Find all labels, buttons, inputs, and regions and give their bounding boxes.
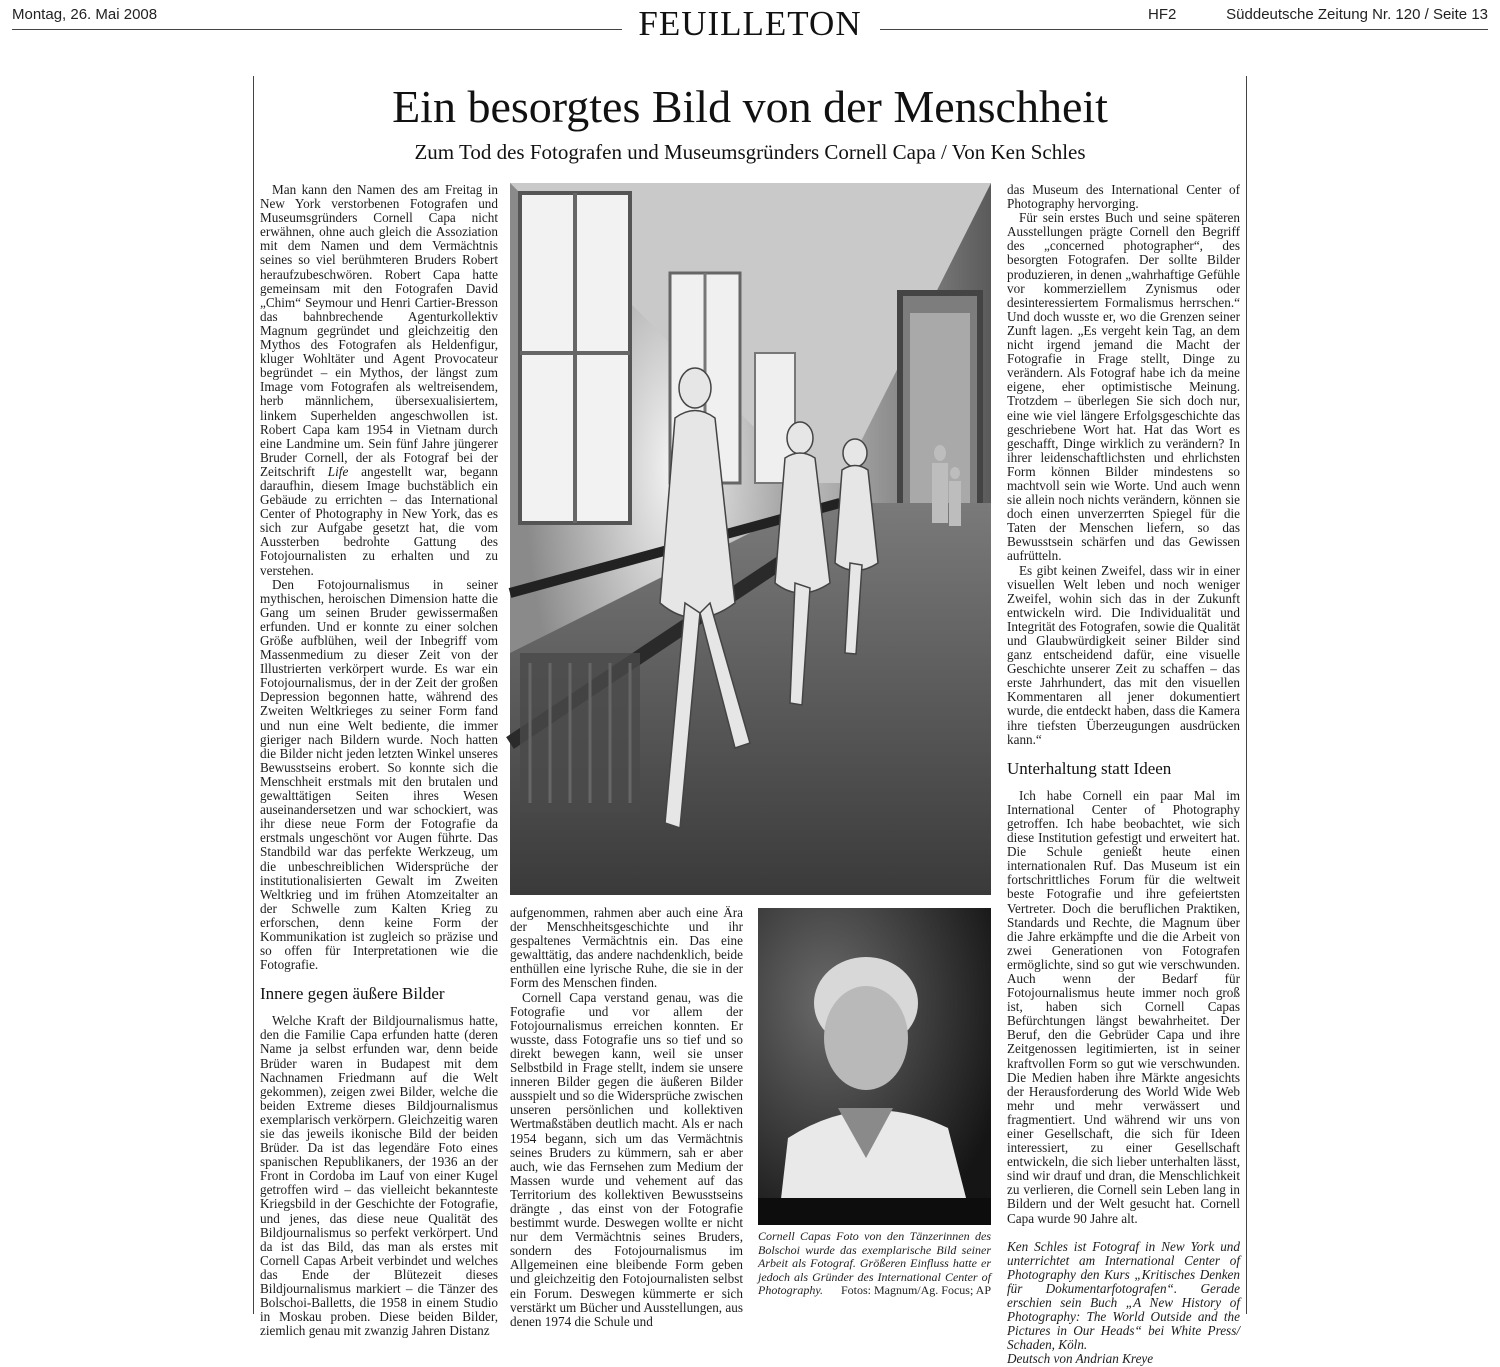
portrait-image xyxy=(758,908,991,1225)
ballet-dancers-photo xyxy=(510,183,991,895)
section-heading: Innere gegen äußere Bilder xyxy=(260,984,445,1004)
issue-date: Montag, 26. Mai 2008 xyxy=(12,6,158,23)
paragraph: Den Fotojournalismus in seiner mythischen, heroischen Dimension hatte die Gang um seinen Bruder gewissermaßen erfunden. Und er konnte zu einer solchen Größe aufblühen, weil der Inbegriff vom Massenmedium zu dieser Zeit von der Illustrierten verkörpert wurde. Es war ein Fotojournalismus, der in der Zeit der großen Depression begonnen hatte, während des Zweiten Weltkrieges zu seiner Form fand und nun eine Welt bediente, die immer gieriger nach Bildern wurde. Noch hatten die Bilder nicht jeden letzten Winkel unseres Bewusstseins erobert. So konnte sich die Menschheit erstmals mit den brutalen und gewalttätigen Seiten ihres Wesen auseinandersetzen und war schockiert, was ihr diese neue Form der Fotografie da erstmals ungeschönt vor Augen führte. Das Standbild war das perfekte Werkzeug, um die unbeschreiblichen Widersprüche der institutionalisierten Gewalt im Zweiten Weltkrieg und im frühen Atomzeitalter an der Schwelle zum Kalten Krieg zu erforschen, denn keine Form der Kommunikation ist zugleich so präzise und so offen für Interpretationen wie die Fotografie. xyxy=(260,576,498,973)
paragraph: aufgenommen, rahmen aber auch eine Ära der Menschheitsgeschichte und ihr gespaltenes Vermächtnis ein. Das eine gewalttätig, das andere nachdenklich, beide enthüllen eine lyrische Ruhe, die sie in der Form des Menschen finden. xyxy=(510,905,743,991)
photo-credit: Fotos: Magnum/Ag. Focus; AP xyxy=(840,1283,991,1298)
section-title: FEUILLETON xyxy=(638,4,862,43)
paragraph: Man kann den Namen des am Freitag in New York verstorbenen Fotografen und Museumsgründers Cornell Capa nicht erwähnen, ohne auch gleich die Assoziation mit dem Namen und dem Vermächtnis seines so viel berühmteren Bruders Robert heraufzubeschwören. Robert Capa hatte gemeinsam mit den Fotografen David „Chim“ Seymour und Henri Cartier-Bresson das bahnbrechende Agenturkollektiv Magnum gegründet und gleichzeitig den Mythos des Fotografen als Heldenfigur, kluger Wohltäter und Agent Provocateur begründet – ein Mythos, der längst zum Image vom Fotografen als weltreisendem, herb männlichem, übersexualisiertem, linkem Superhelden angeschwollen ist. Robert Capa kam 1954 in Vietnam durch eine Landmine um. Sein fünf Jahre jüngerer Bruder Cornell, der als Fotograf bei der Zeitschrift Life angestellt war, begann daraufhin, diesem Image buchstäblich ein Gebäude zu errichten – das International Center of Photography in New York, das es sich zur Aufgabe gesetzt hat, die vom Aussterben bedrohte Gattung des Fotojournalisten zu erhalten und zu verstehen. xyxy=(260,182,499,578)
article-column-3 xyxy=(1007,182,1240,1367)
edition-code: HF2 xyxy=(1148,6,1177,23)
article-column-1 xyxy=(260,182,499,1339)
newspaper-page-info: Süddeutsche Zeitung Nr. 120 / Seite 13 xyxy=(1226,6,1488,23)
article-headline: Ein besorgtes Bild von der Menschheit xyxy=(392,81,1108,132)
paragraph: Cornell Capa verstand genau, was die Fotografie und vor allem der Fotojournalismus erreichen konnten. Er wusste, dass Fotografie uns so tief und so direkt bewegen kann, weil sie unser Selbstbild in Frage stellt, indem sie unsere inneren Bilder gegen die äußeren Bilder ausspielt und so die Widersprüche zwischen unseren persönlichen und kollektiven Wertmaßstäben deutlich macht. Als er nach 1954 begann, sich um das Vermächtnis seines Bruders zu kümmern, sah er aber auch, wie das Fernsehen zum Medium der Massen wurde und vehement auf das Territorium des kollektiven Bewusstseins drängte , das einst von der Fotografie bestimmt wurde. Deswegen wollte er nicht nur dem Vermächtnis seines Bruders, sondern des Fotojournalismus im Allgemeinen eine bleibende Form geben und gleichzeitig den Fotojournalisten selbst ein Forum. Deswegen kümmerte er sich verstärkt um Bücher und Ausstellungen, aus denen 1974 die Schule und xyxy=(510,989,743,1329)
paragraph: Welche Kraft der Bildjournalismus hatte, den die Familie Capa erfunden hatte (deren Name ja selbst erfunden war, denn beide Brüder waren in Budapest mit dem Nachnamen Friedmann auf die Welt gekommen), zeigen zwei Bilder, welche die beiden Extreme dieses Bildjournalismus exemplarisch verkörpern. Gleichzeitig waren sie das jeweils ikonische Bild der beiden Brüder. Da ist das legendäre Foto eines spanischen Republikaners, der 1936 an der Front in Cordoba im Lauf von einer Kugel getroffen wird – das vielleicht bekannteste Kriegsbild in der Geschichte der Fotografie, und jenes, das diese neue Qualität des Bildjournalismus so perfekt verkörpert. Und da ist das Bild, das man als erstes mit Cornell Capas Arbeit verbindet und welches das Ende der Blütezeit dieses Bildjournalismus markiert – die Tänzer des Bolschoi-Balletts, die 1958 in einem Studio in Moskau proben. Diese beiden Bilder, ziemlich genau mit zwanzig Jahren Distanz xyxy=(260,1013,498,1339)
paragraph: Ich habe Cornell ein paar Mal im International Center of Photography getroffen. Ich habe beobachtet, wie sich diese Institution gefestigt und erweitert hat. Die Schule genießt heute einen internationalen Ruf. Das Museum ist ein fortschrittliches Forum für die weltweit beste Fotografie und ihre gefeiertsten Vertreter. Doch die beruflichen Praktiken, Standards und Rechte, die Magnum über die Jahre erkämpfte und die die Arbeit von zwei Generationen von Fotografen ermöglichte, sind so gut wie verschwunden. Auch wenn der Bedarf für Fotojournalismus heute immer noch groß ist, haben sich Cornell Capas Befürchtungen längst bewahrheitet. Der Beruf, den die Gebrüder Capa und ihre Zeitgenossen legitimierten, ist in seiner kraftvollen Form so gut wie verschwunden. Die Medien haben ihre Märkte angesichts der Herausforderung des World Wide Web mehr und mehr verwässert und fragmentiert. Und während wir uns von einer Gesellschaft, die sich für Ideen interessiert, zu einer Gesellschaft entwickeln, die sich lieber unterhalten lässt, sind wir drauf und dran, die Menschlichkeit zu verlieren, die Cornell sein Leben lang in Bildern und der Welt gesucht hat. Cornell Capa wurde 90 Jahre alt. xyxy=(1007,787,1240,1226)
article-column-2 xyxy=(510,905,743,1329)
paragraph: Es gibt keinen Zweifel, dass wir in einer visuellen Welt leben und noch weniger Zweifel, wohin sich das in der Zukunft entwickeln wird. Die Individualität und Integrität des Fotografen, sowie die Qualität und Glaubwürdigkeit seiner Bilder sind ganz entscheidend dafür, eine visuelle Geschichte unserer Zeit zu schaffen – das erste Jahrhundert, das mit den visuellen Kommentaren all jener dokumentiert wurde, die entdeckt haben, dass die Kamera ihre tiefsten Überzeugungen ausdrücken kann.“ xyxy=(1007,562,1240,747)
column-divider-right xyxy=(1246,76,1247,1314)
paragraph: das Museum des International Center of Photography hervorging. xyxy=(1007,182,1240,212)
translator-credit: Deutsch von Andrian Kreye xyxy=(1007,1351,1154,1367)
header-rule-right xyxy=(880,29,1488,30)
section-heading: Unterhaltung statt Ideen xyxy=(1007,758,1172,778)
cornell-capa-portrait-photo xyxy=(758,908,991,1225)
column-divider-left xyxy=(253,76,254,1314)
author-bio: Ken Schles ist Fotograf in New York und unterrichtet am International Center of Photography den Kurs „Kritisches Denken für Dokumentarfotografen“. Gerade erschien sein Buch „A New History of Photography: The World Outside and the Pictures in Our Heads“ bei White Press/ Schaden, Köln. xyxy=(1007,1238,1240,1353)
ballet-studio-image xyxy=(510,183,991,895)
photo-caption: Cornell Capas Foto von den Tänzerinnen des Bolschoi wurde das exemplarische Bild seiner Arbeit als Fotograf. Größeren Einfluss hatte er jedoch als Gründer des International Center of Photography. Fotos: Magnum/Ag. Focus; AP xyxy=(758,1229,991,1298)
header-rule-left xyxy=(12,29,622,30)
article-subheadline: Zum Tod des Fotografen und Museumsgründers Cornell Capa / Von Ken Schles xyxy=(414,140,1086,164)
paragraph: Für sein erstes Buch und seine späteren Ausstellungen prägte Cornell den Begriff des „concerned photographer“, des besorgten Fotografen. Der sollte Bilder produzieren, in denen „wahrhaftige Gefühle vor kommerziellem Zynismus oder desinteressiertem Formalismus herrschen.“ Und doch wusste er, wo die Grenzen seiner Zunft lagen. „Es vergeht kein Tag, an dem nicht irgend jemand die Macht der Fotografie in Frage stellt, Dinge zu verändern. Als Fotograf habe ich da meine eigene, eher optimistische Meinung. Trotzdem – überlegen Sie sich doch nur, eine wie viel längere Erfolgsgeschichte das geschriebene Wort hat. Hat das Wort es geschafft, Dinge wirklich zu verändern? In ihrer leidenschaftlichsten und ehrlichsten Form können Bilder mindestens so machtvoll sein wie Worte. Und auch wenn sie allein noch nichts verändern, können sie doch einen unverzerrten Spiegel für die Taten der Menschen liefern, so das Bewusstsein schärfen und das Gewissen aufrütteln. xyxy=(1007,210,1240,564)
